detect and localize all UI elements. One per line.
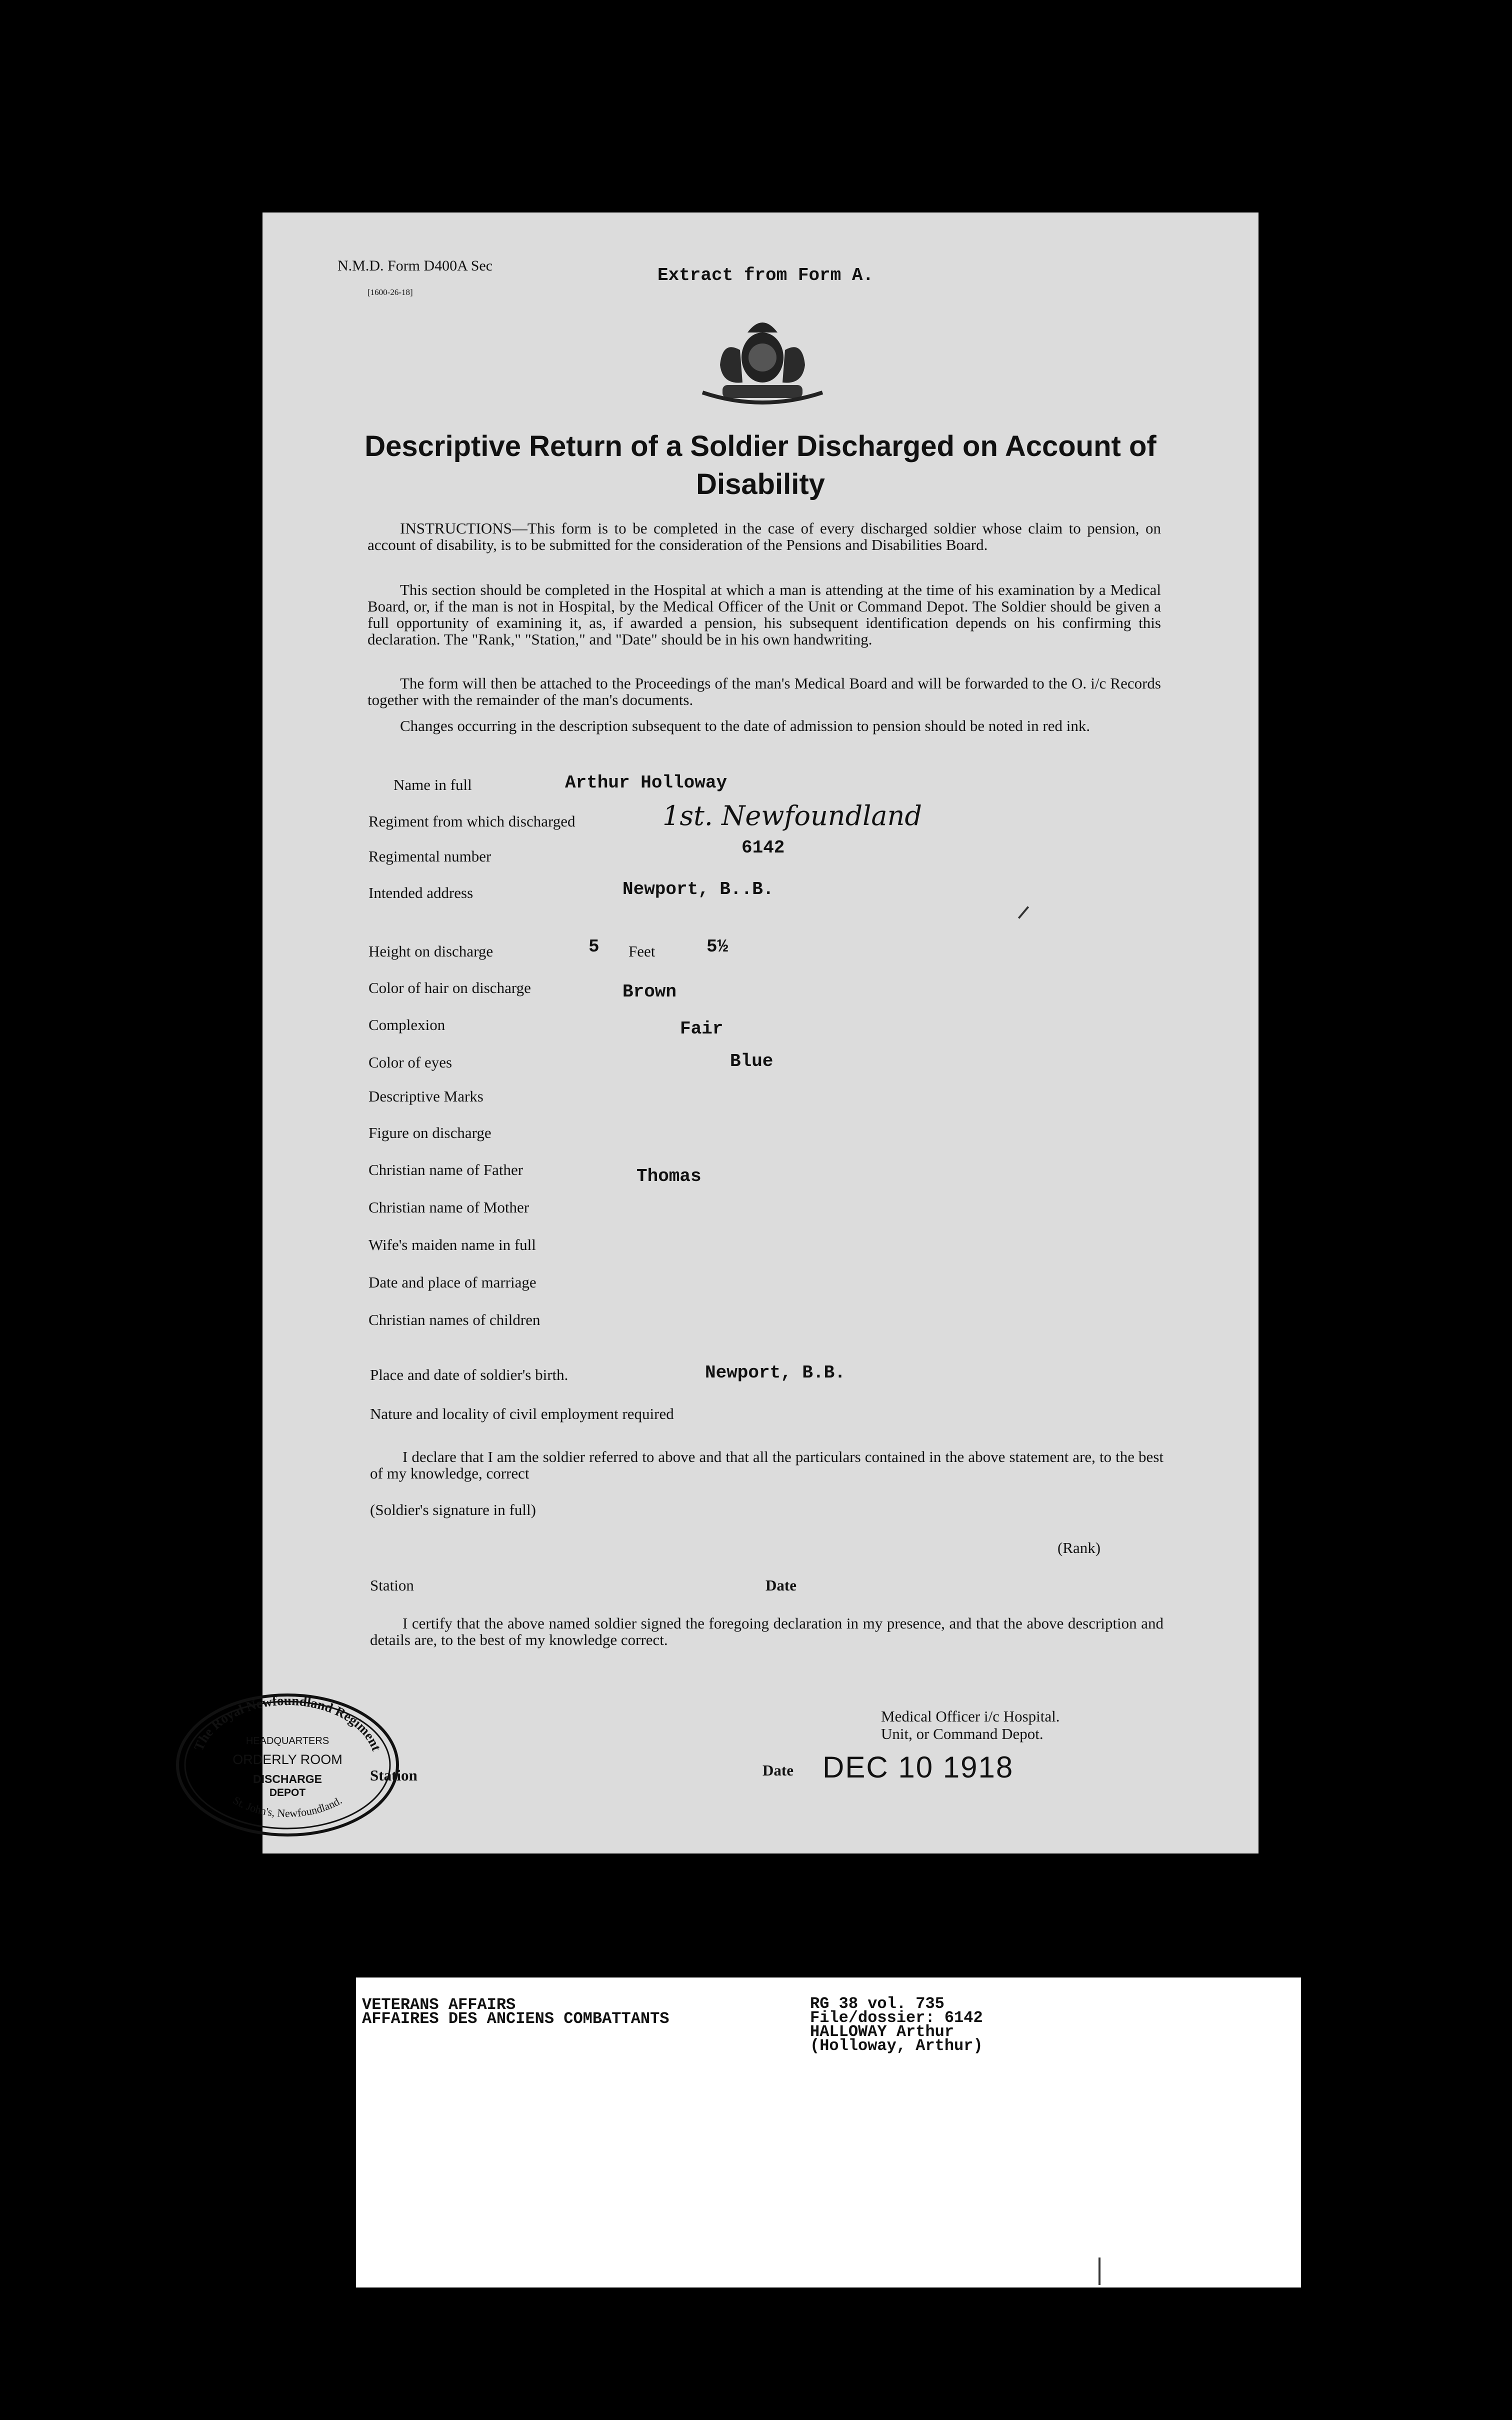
father-name-label: Christian name of Father (368, 1161, 524, 1178)
instructions-paragraph-1: INSTRUCTIONS—This form is to be completed in the case of every discharged soldier whose claim to pension, on account of disability, is to be submitted for the consideration of the Pensions and Disabilities Board. (368, 520, 1161, 554)
complexion-label: Complexion (368, 1016, 446, 1034)
print-code: [1600-26-18] (368, 288, 413, 297)
medical-officer-line-2: Unit, or Command Depot. (881, 1725, 1044, 1742)
height-inches-value: 5½ (706, 936, 728, 957)
date-label-2: Date (762, 1762, 794, 1779)
instructions-paragraph-2: This section should be completed in the Hospital at which a man is attending at the time of his examination by a Medical Board, or, if the man is not in Hospital, by the Medical Officer of the Unit or Command Depot. The Soldier should be given a full opportunity of examining it, as, if awarded a pension, his subsequent identification depends on his confirming this declaration. The "Rank," "Station," and "Date" should be in his own handwriting. (368, 581, 1161, 648)
eye-color-label: Color of eyes (368, 1054, 452, 1071)
children-names-label: Christian names of children (368, 1311, 540, 1328)
card-record-group: RG 38 vol. 735 (810, 1994, 944, 2013)
date-label: Date (766, 1576, 796, 1594)
hair-color-value: Brown (622, 982, 677, 1002)
regiment-label: Regiment from which discharged (368, 812, 576, 830)
soldier-signature-label: (Soldier's signature in full) (370, 1501, 536, 1518)
medical-officer-line-1: Medical Officer i/c Hospital. (881, 1708, 1060, 1725)
card-pen-mark (1098, 2258, 1100, 2285)
stamp-line-1: HEADQUARTERS (246, 1736, 330, 1746)
name-label: Name in full (394, 776, 472, 794)
address-value: Newport, B..B. (622, 879, 774, 900)
stamp-line-2: ORDERLY ROOM (232, 1752, 342, 1767)
feet-label: Feet (628, 942, 656, 960)
extract-label: Extract from Form A. (658, 265, 874, 286)
card-surname-given: HALLOWAY Arthur (810, 2022, 954, 2041)
regiment-value: 1st. Newfoundland (662, 800, 922, 832)
discharge-form-sheet (262, 212, 1258, 1854)
form-title: Descriptive Return of a Soldier Discharged on Account of Disability (364, 430, 1156, 500)
wife-name-label: Wife's maiden name in full (368, 1236, 536, 1254)
stamp-bottom-text: St. John's, Newfoundland. (231, 1794, 344, 1820)
stamp-line-3: DISCHARGE (252, 1772, 322, 1786)
stamp-line-4: DEPOT (269, 1787, 306, 1798)
descriptive-marks-label: Descriptive Marks (368, 1088, 484, 1105)
archive-index-card (356, 1978, 1301, 2288)
regiment-orderly-room-stamp (170, 1690, 405, 1840)
royal-coat-of-arms-icon (692, 310, 832, 410)
pen-tick-mark (1018, 906, 1029, 919)
instructions-paragraph-4: Changes occurring in the description subsequent to the date of admission to pension should be noted in red ink. (400, 717, 1090, 734)
certification-text: I certify that the above named soldier signed the foregoing declaration in my presence, and that the above description and details are, to the best of my knowledge correct. (370, 1614, 1164, 1648)
hair-color-label: Color of hair on discharge (368, 979, 531, 996)
marriage-label: Date and place of marriage (368, 1274, 536, 1291)
declaration-text: I declare that I am the soldier referred to above and that all the particulars contained in the above statement are, to the best of my knowledge, correct (370, 1448, 1164, 1482)
height-label: Height on discharge (368, 942, 494, 960)
stamp-ring-text: The Royal Newfoundland Regiment (190, 1692, 384, 1753)
name-value: Arthur Holloway (565, 772, 728, 793)
date-stamp: DEC 10 1918 (822, 1750, 1014, 1784)
complexion-value: Fair (680, 1018, 724, 1039)
height-feet-value: 5 (588, 936, 600, 957)
employment-label: Nature and locality of civil employment required (370, 1405, 674, 1422)
birth-value: Newport, B.B. (705, 1362, 846, 1383)
card-agency-en: VETERANS AFFAIRS (362, 1996, 516, 2014)
mother-name-label: Christian name of Mother (368, 1198, 530, 1216)
card-agency-fr: AFFAIRES DES ANCIENS COMBATTANTS (362, 2010, 670, 2028)
rank-label: (Rank) (1058, 1539, 1101, 1556)
regimental-number-label: Regimental number (368, 848, 492, 865)
instructions-paragraph-3: The form will then be attached to the Proceedings of the man's Medical Board and will be forwarded to the O. i/c Records together with the remainder of the man's documents. (368, 674, 1161, 708)
figure-label: Figure on discharge (368, 1124, 492, 1142)
father-name-value: Thomas (636, 1166, 702, 1186)
eye-color-value: Blue (730, 1051, 774, 1072)
regimental-number-value: 6142 (742, 838, 785, 858)
address-label: Intended address (368, 884, 474, 902)
form-code: N.M.D. Form D400A Sec (338, 258, 493, 274)
station-label-2: Station (370, 1766, 418, 1784)
card-name-alias: (Holloway, Arthur) (810, 2036, 983, 2055)
birth-label: Place and date of soldier's birth. (370, 1366, 568, 1384)
card-file-number: File/dossier: 6142 (810, 2008, 983, 2027)
station-label: Station (370, 1576, 414, 1594)
